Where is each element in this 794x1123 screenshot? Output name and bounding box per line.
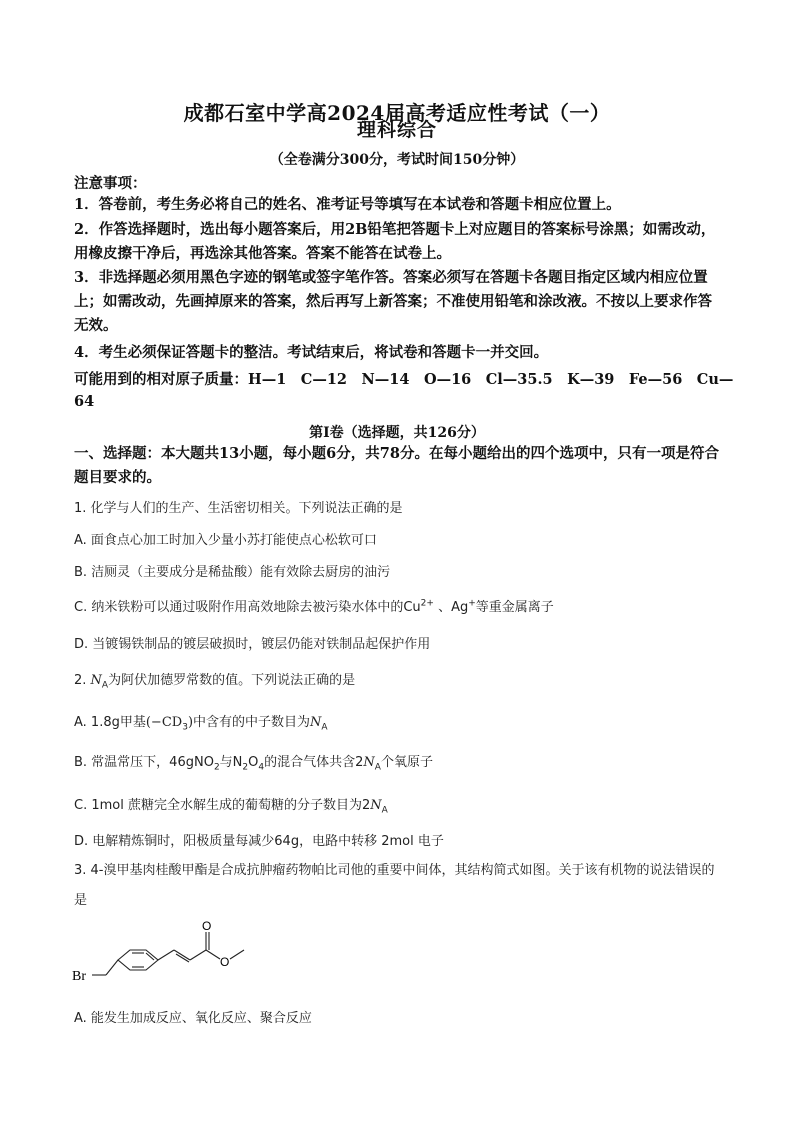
notice-item-4: 4．考生必须保证答题卡的整洁。考试结束后，将试卷和答题卡一并交回。 — [74, 344, 549, 361]
atomic-masses-line2: 64 — [74, 393, 95, 410]
q1-option-a: A. 面食点心加工时加入少量小苏打能使点心松软可口 — [74, 533, 377, 548]
exam-title: 成都石室中学高2024届高考适应性考试（一） — [183, 101, 611, 125]
q2-option-c: C. 1mol 蔗糖完全水解生成的葡萄糖的分子数目为$2N_A$ — [74, 798, 388, 816]
exam-info: （全卷满分300分，考试时间150分钟） — [269, 152, 525, 168]
structure-diagram — [70, 918, 260, 998]
atom-br: Br — [72, 969, 86, 984]
q2-option-b: B. 常温常压下，46gNO$_2$与$N_2O_4$的混合气体共含$2N_A$个氧原子 — [74, 755, 433, 773]
notice-item-1: 1．答卷前，考生务必将自己的姓名、准考证号等填写在本试卷和答题卡相应位置上。 — [74, 196, 621, 213]
notice-heading: 注意事项： — [74, 175, 147, 192]
section-title: 第Ⅰ卷（选择题，共126分） — [309, 425, 485, 441]
q2-option-a: A. 1.8g甲基$(-CD_3)$中含有的中子数目为$N_A$ — [74, 715, 328, 733]
exam-subject: 理科综合 — [356, 119, 437, 141]
q2-stem: 2. $N_A$为阿伏加德罗常数的值。下列说法正确的是 — [74, 673, 356, 691]
part-instructions: 一、选择题：本大题共13小题，每小题6分，共78分。在每小题给出的四个选项中，只有一项是符合题目要求的。 — [74, 445, 719, 486]
q1-option-d: D. 当镀锡铁制品的镀层破损时，镀层仍能对铁制品起保护作用 — [74, 637, 431, 652]
q3-stem: 3. 4-溴甲基肉桂酸甲酯是合成抗肿瘤药物帕比司他的重要中间体，其结构简式如图。关于该有机物的说法错误的是 — [74, 863, 715, 908]
atom-o-ester: O — [220, 955, 230, 969]
q2-option-d: D. 电解精炼铜时，阳极质量每减少64g，电路中转移 2mol 电子 — [74, 834, 444, 849]
atomic-masses-line1: 可能用到的相对原子质量：H—1 C—12 N—14 O—16 Cl—35.5 K—39 Fe—56 Cu— — [74, 371, 734, 388]
notice-item-3: 3．非选择题必须用黑色字迹的钢笔或签字笔作答。答案必须写在答题卡各题目指定区域内相应位置上；如需改动，先画掉原来的答案，然后再写上新答案；不准使用铅笔和涂改液。不按以上要求作答无效。 — [74, 269, 712, 334]
q1-option-b: B. 洁厕灵（主要成分是稀盐酸）能有效除去厨房的油污 — [74, 565, 391, 580]
q1-option-c: C. 纳米铁粉可以通过吸附作用高效地除去被污染水体中的$Cu^{2+}$ 、Ag+等重金属离子 — [74, 598, 554, 615]
q1-stem: 1. 化学与人们的生产、生活密切相关。下列说法正确的是 — [74, 501, 403, 516]
notice-item-2: 2．作答选择题时，选出每小题答案后，用2B铅笔把答题卡上对应题目的答案标号涂黑；如需改动，用橡皮擦干净后，再选涂其他答案。答案不能答在试卷上。 — [74, 221, 716, 262]
atom-o-carbonyl: O — [202, 919, 212, 933]
q3-option-a: A. 能发生加成反应、氧化反应、聚合反应 — [74, 1011, 312, 1026]
